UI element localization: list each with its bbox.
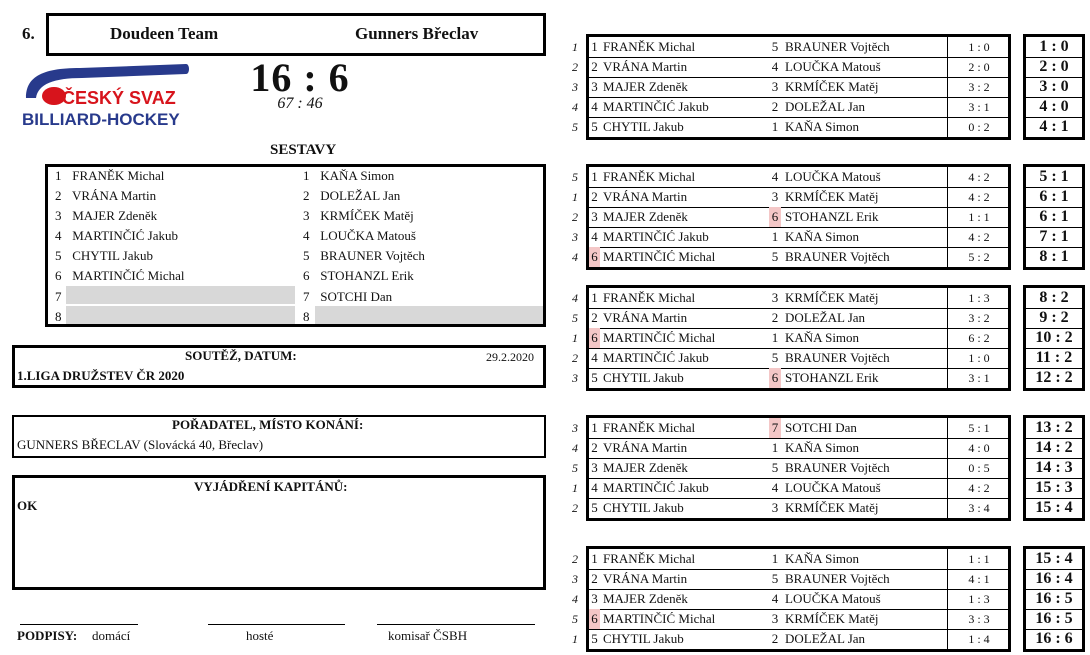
home-player-number: 3 [591,209,598,224]
away-player-name: BRAUNER Vojtěch [785,350,890,365]
home-player-number: 8 [55,309,62,324]
away-player-name: KAŇA Simon [785,119,860,134]
match-order: 2 [572,552,578,566]
home-player-name: MARTINČIĆ Michal [72,268,185,283]
captains-title: VYJÁDŘENÍ KAPITÁNŮ: [194,479,348,494]
home-player-number: 5 [55,248,62,263]
running-score: 11 : 2 [1035,349,1073,366]
away-player-name: STOHANZL Erik [320,268,414,283]
signature-home-label: domácí [92,628,131,643]
home-player-number: 6 [55,268,62,283]
away-player-name: LOUČKA Matouš [785,169,881,184]
match-score: 0 : 5 [968,461,990,475]
signature-guest-label: hosté [246,628,274,643]
match-order: 2 [572,351,578,365]
away-player-number: 1 [771,440,779,455]
match-score: 6 : 2 [968,331,990,345]
match-order: 3 [572,572,578,586]
home-player-name: FRANĚK Michal [603,551,696,566]
home-player-name: MARTINČIĆ Michal [603,330,716,345]
match-order: 3 [572,371,578,385]
match-order: 1 [572,40,578,54]
match-order: 4 [572,250,578,264]
competition-title: SOUTĚŽ, DATUM: [185,348,297,363]
home-player-name: MARTINČIĆ Jakub [72,228,178,243]
away-player-name: BRAUNER Vojtěch [785,39,890,54]
match-score: 3 : 1 [968,100,990,114]
match-score: 3 : 2 [968,311,990,325]
away-player-number: 1 [771,119,779,134]
away-player-name: BRAUNER Vojtěch [785,249,890,264]
away-player-number: 4 [771,169,779,184]
match-row [0,167,1090,187]
match-score: 3 : 2 [968,80,990,94]
match-score: 4 : 2 [968,170,990,184]
home-player-name: MARTINČIĆ Michal [603,611,716,626]
goals-score: 67 : 46 [277,95,323,112]
home-player-name: MAJER Zdeněk [603,209,688,224]
running-score: 13 : 2 [1035,419,1073,436]
match-order: 3 [572,230,578,244]
home-player-name: CHYTIL Jakub [603,370,684,385]
away-player-name: STOHANZL Erik [785,370,879,385]
away-player-name: LOUČKA Matouš [785,59,881,74]
captains-value: OK [17,498,38,513]
match-order: 1 [572,632,578,646]
home-player-number: 5 [591,119,598,134]
match-score: 5 : 1 [968,421,990,435]
home-player-number: 7 [55,289,62,304]
match-row [0,187,1090,207]
match-order: 4 [572,100,578,114]
home-player-row [55,266,185,285]
home-player-name: CHYTIL Jakub [72,248,154,263]
match-row [0,207,1090,227]
home-player-name: MAJER Zdeněk [603,460,688,475]
running-score: 3 : 0 [1039,78,1069,95]
home-player-name: VRÁNA Martin [72,188,157,203]
lineups-title: SESTAVY [270,142,337,158]
running-score: 15 : 4 [1035,550,1073,567]
match-row [0,308,1090,328]
match-row [0,549,1090,569]
match-score: 2 : 0 [968,60,990,74]
competition-date: 29.2.2020 [486,350,534,364]
running-score: 14 : 2 [1035,439,1073,456]
match-row [0,288,1090,308]
home-player-number: 5 [591,500,598,515]
home-player-name: MARTINČIĆ Jakub [603,99,709,114]
match-score: 3 : 3 [968,612,990,626]
match-order: 5 [572,612,578,626]
match-order: 1 [572,331,578,345]
away-player-number: 2 [771,310,779,325]
home-player-number: 6 [589,247,600,267]
match-score: 1 : 3 [968,592,990,606]
home-player-number: 6 [589,609,600,629]
home-player-name: MARTINČIĆ Michal [603,249,716,264]
away-player-number: 1 [771,330,779,345]
home-player-number: 4 [55,228,62,243]
organizer-value: GUNNERS BŘECLAV (Slovácká 40, Břeclav) [17,437,264,452]
match-row [0,368,1090,388]
away-player-number: 6 [303,268,310,283]
away-player-name: BRAUNER Vojtěch [785,571,890,586]
away-player-number: 5 [771,350,779,365]
away-player-name: LOUČKA Matouš [785,480,881,495]
match-row [0,418,1090,438]
away-player-name: KAŇA Simon [785,551,860,566]
match-row [0,117,1090,137]
away-player-number: 5 [771,249,779,264]
match-order: 3 [572,421,578,435]
match-order: 5 [572,461,578,475]
organizer-title: POŘADATEL, MÍSTO KONÁNÍ: [172,417,364,432]
match-row [0,328,1090,348]
home-player-name: MAJER Zdeněk [603,79,688,94]
competition-value: 1.LIGA DRUŽSTEV ČR 2020 [17,368,185,383]
match-order: 2 [572,210,578,224]
away-player-name: KRMÍČEK Matěj [785,611,879,626]
home-player-number: 1 [591,551,598,566]
away-player-number: 1 [303,168,310,183]
running-score: 9 : 2 [1039,309,1069,326]
away-player-number: 6 [769,207,781,227]
match-score: 4 : 2 [968,190,990,204]
away-player-name: DOLEŽAL Jan [785,310,866,325]
away-player-number: 4 [771,591,779,606]
away-player-name: SOTCHI Dan [320,289,393,304]
running-score: 15 : 3 [1035,479,1073,496]
home-player-number: 3 [591,591,598,606]
running-score: 16 : 5 [1035,590,1073,607]
match-score: 0 : 2 [968,120,990,134]
match-order: 3 [572,80,578,94]
home-player-name: MARTINČIĆ Jakub [603,229,709,244]
away-player-number: 8 [303,309,310,324]
match-row [0,438,1090,458]
home-player-number: 6 [589,328,600,348]
match-row [0,37,1090,57]
away-player-name: KRMÍČEK Matěj [785,189,879,204]
home-player-number: 4 [591,229,598,244]
match-row [0,77,1090,97]
away-player-number: 5 [771,460,779,475]
match-row [0,609,1090,629]
match-row [0,498,1090,518]
home-player-number: 4 [591,480,598,495]
home-player-name: FRANĚK Michal [72,168,165,183]
match-order: 5 [572,311,578,325]
away-player-name: KRMÍČEK Matěj [785,290,879,305]
away-player-number: 3 [771,500,779,515]
away-player-number: 5 [771,39,779,54]
match-score: 5 : 2 [968,250,990,264]
home-player-number: 3 [55,208,62,223]
away-player-name: KAŇA Simon [785,330,860,345]
running-score: 7 : 1 [1039,228,1069,245]
match-score: 1 : 3 [968,291,990,305]
match-score: 1 : 1 [968,210,990,224]
match-row [0,589,1090,609]
match-score: 1 : 0 [968,351,990,365]
home-player-name: CHYTIL Jakub [603,119,684,134]
match-row [0,569,1090,589]
running-score: 16 : 6 [1035,630,1073,647]
home-team-name: Doudeen Team [110,24,219,43]
away-player-name: LOUČKA Matouš [785,591,881,606]
home-player-name: FRANĚK Michal [603,169,696,184]
logo-text-top: ČESKÝ SVAZ [62,88,176,108]
home-player-name: VRÁNA Martin [603,189,688,204]
away-player-number: 1 [771,229,779,244]
running-score: 4 : 0 [1039,98,1069,115]
away-player-name: DOLEŽAL Jan [785,99,866,114]
home-player-number: 3 [591,79,598,94]
away-player-name: KRMÍČEK Matěj [785,500,879,515]
away-player-name: KAŇA Simon [320,168,395,183]
home-player-number: 5 [591,631,598,646]
away-player-number: 4 [771,480,779,495]
away-player-number: 3 [303,208,310,223]
match-order: 2 [572,60,578,74]
match-order: 2 [572,501,578,515]
match-score: 4 : 0 [968,441,990,455]
match-order: 5 [572,170,578,184]
match-score: 3 : 4 [968,501,990,515]
home-player-name: VRÁNA Martin [603,59,688,74]
home-player-name: MARTINČIĆ Jakub [603,480,709,495]
home-player-name: MAJER Zdeněk [603,591,688,606]
home-player-name: FRANĚK Michal [603,39,696,54]
match-score: 1 : 0 [968,40,990,54]
away-team-name: Gunners Břeclav [355,24,479,43]
away-player-name: BRAUNER Vojtěch [320,248,425,263]
home-player-number: 1 [591,420,598,435]
away-player-name: KAŇA Simon [785,440,860,455]
round-number: 6. [22,24,35,43]
home-player-number: 5 [591,370,598,385]
match-score: 3 : 1 [968,371,990,385]
home-player-name: CHYTIL Jakub [603,500,684,515]
away-player-number: 6 [769,368,781,388]
match-order: 1 [572,190,578,204]
home-player-number: 4 [591,350,598,365]
away-player-name: KAŇA Simon [785,229,860,244]
match-order: 4 [572,592,578,606]
home-player-number: 1 [591,39,598,54]
match-row [0,348,1090,368]
home-player-number: 2 [591,59,598,74]
match-row [0,458,1090,478]
running-score: 10 : 2 [1035,329,1073,346]
running-score: 6 : 1 [1039,208,1069,225]
home-player-number: 2 [55,188,62,203]
home-player-name: VRÁNA Martin [603,440,688,455]
running-score: 6 : 1 [1039,188,1069,205]
running-score: 8 : 1 [1039,248,1069,265]
away-player-name: LOUČKA Matouš [320,228,416,243]
away-player-number: 3 [771,79,779,94]
away-player-name: KRMÍČEK Matěj [320,208,414,223]
running-score: 8 : 2 [1039,289,1069,306]
signatures-label: PODPISY: [17,628,78,643]
match-row [0,227,1090,247]
away-player-number: 3 [771,189,779,204]
away-player-name: STOHANZL Erik [785,209,879,224]
home-player-name: VRÁNA Martin [603,310,688,325]
away-player-name: DOLEŽAL Jan [785,631,866,646]
away-player-number: 3 [771,611,779,626]
match-row [0,478,1090,498]
match-score: 4 : 2 [968,230,990,244]
home-player-number: 2 [591,571,598,586]
home-player-number: 1 [591,290,598,305]
signature-commissioner-label: komisař ČSBH [388,628,468,643]
logo-text-bottom: BILLIARD-HOCKEY [22,110,180,129]
match-row [0,629,1090,649]
away-player-number: 3 [771,290,779,305]
running-score: 14 : 3 [1035,459,1073,476]
away-player-name: SOTCHI Dan [785,420,857,435]
running-score: 16 : 5 [1035,610,1073,627]
home-player-number: 2 [591,189,598,204]
away-player-number: 2 [303,188,310,203]
home-player-number: 2 [591,440,598,455]
match-order: 4 [572,291,578,305]
running-score: 4 : 1 [1039,118,1069,135]
running-score: 1 : 0 [1039,38,1069,55]
home-player-name: CHYTIL Jakub [603,631,684,646]
away-player-number: 5 [771,571,779,586]
away-player-number: 2 [771,631,779,646]
running-score: 12 : 2 [1035,369,1073,386]
away-player-number: 7 [769,418,781,438]
away-player-number: 2 [771,99,779,114]
away-player-row [303,266,414,285]
away-player-name: BRAUNER Vojtěch [785,460,890,475]
running-score: 2 : 0 [1039,58,1069,75]
away-player-name: KRMÍČEK Matěj [785,79,879,94]
home-player-name: FRANĚK Michal [603,290,696,305]
home-player-name: FRANĚK Michal [603,420,696,435]
home-player-number: 1 [55,168,62,183]
running-score: 15 : 4 [1035,499,1073,516]
running-score: 16 : 4 [1035,570,1073,587]
away-player-number: 4 [771,59,779,74]
running-score: 5 : 1 [1039,168,1069,185]
home-player-number: 1 [591,169,598,184]
match-row [0,97,1090,117]
match-row [0,247,1090,267]
away-player-number: 1 [771,551,779,566]
match-score: 1 : 4 [968,632,990,646]
match-order: 5 [572,120,578,134]
match-order: 1 [572,481,578,495]
home-player-number: 2 [591,310,598,325]
final-score: 16 : 6 [250,55,350,100]
home-player-number: 4 [591,99,598,114]
match-score: 4 : 1 [968,572,990,586]
home-player-name: MAJER Zdeněk [72,208,158,223]
away-player-number: 4 [303,228,310,243]
away-player-number: 7 [303,289,310,304]
away-player-number: 5 [303,248,310,263]
home-player-name: MARTINČIĆ Jakub [603,350,709,365]
home-player-number: 3 [591,460,598,475]
match-score: 1 : 1 [968,552,990,566]
match-row [0,57,1090,77]
away-player-name: DOLEŽAL Jan [320,188,401,203]
match-score: 4 : 2 [968,481,990,495]
home-player-name: VRÁNA Martin [603,571,688,586]
match-order: 4 [572,441,578,455]
